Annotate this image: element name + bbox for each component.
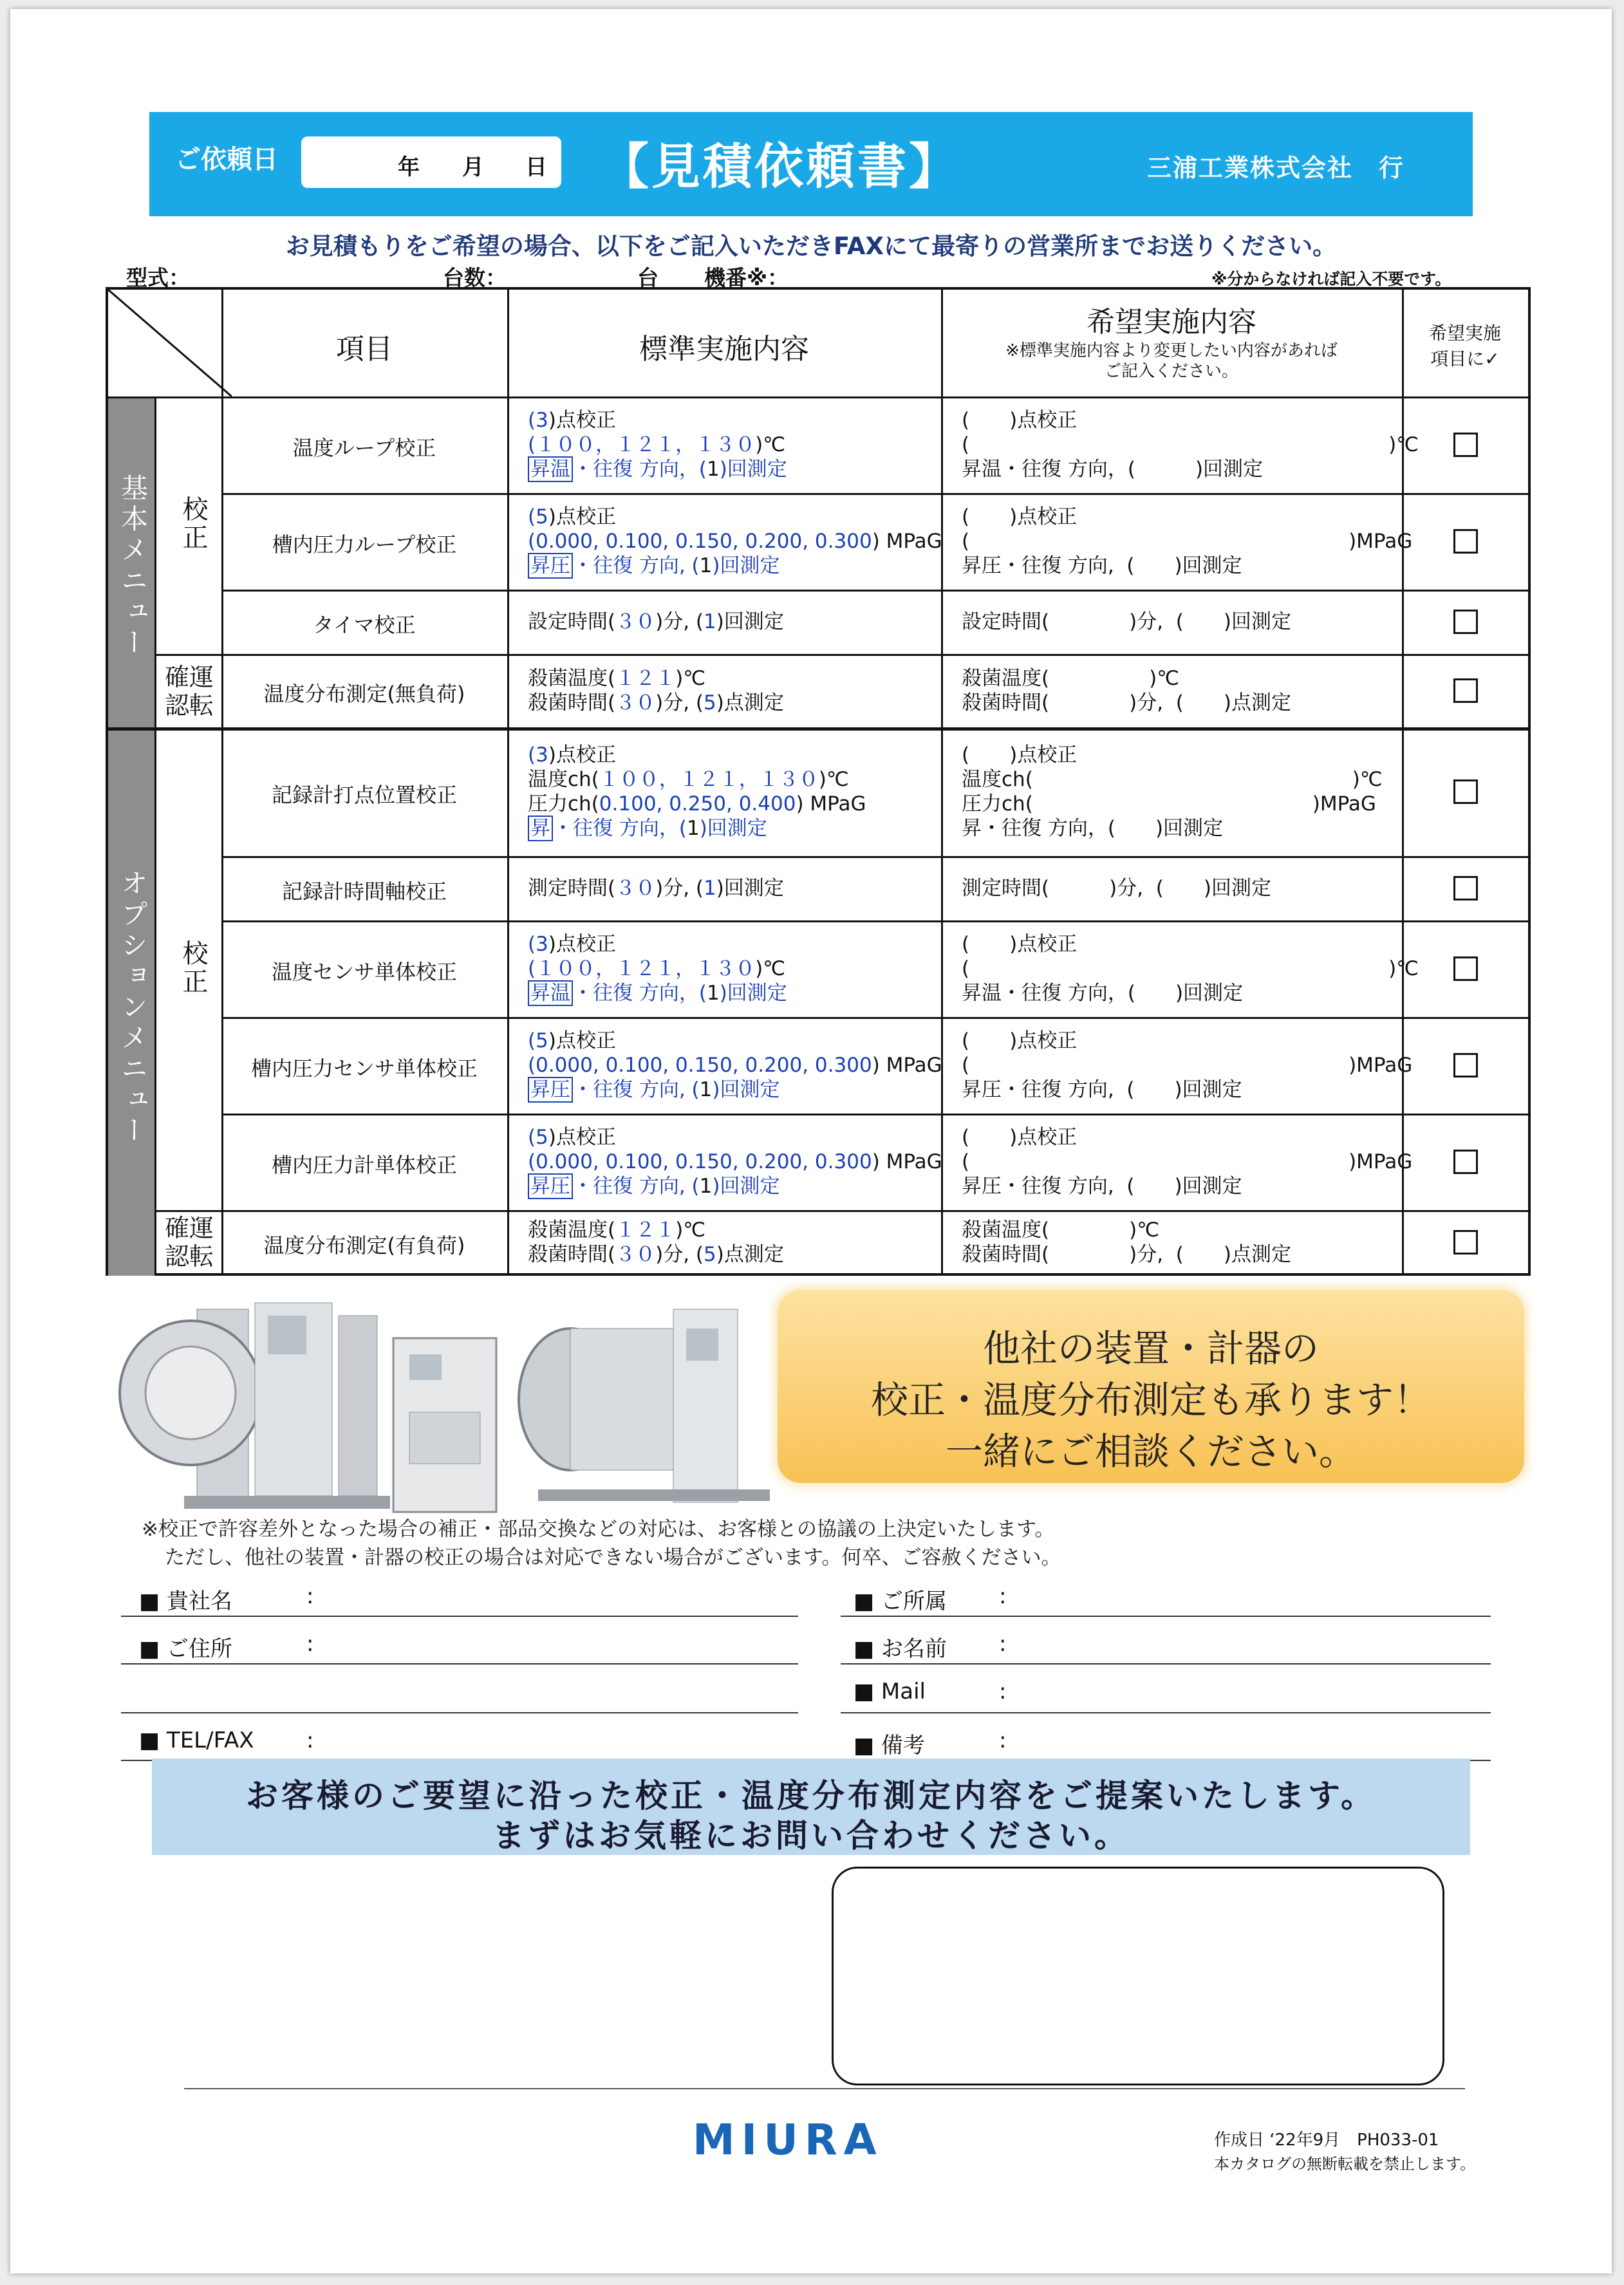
promo-line-2: 校正・温度分布測定も承ります！ [870,1378,1431,1422]
standard-content-line: (3)点校正 [528,409,616,432]
standard-content-line: 昇 ・往復 方向，(1)回測定 [528,816,767,841]
department-label: ■ ご所属 [854,1589,947,1614]
desired-content-line[interactable]: ( )点校正 [962,505,1078,528]
copyright-note: 本カタログの無断転載を禁止します。 [1214,2155,1476,2173]
basic-menu-label: 基本メニュー [117,474,149,659]
note-1: ※校正で許容差外となった場合の補正・部品交換などの対応は、お客様との協議の上決定いたします。 [142,1518,1055,1541]
footer-rule [184,2088,1465,2089]
desired-content-line[interactable]: ( )MPaG [962,530,1413,553]
name-field[interactable] [841,1663,1491,1665]
standard-content-line: (5)点校正 [528,505,616,528]
row-item: 槽内圧力センサ単体校正 [250,1056,478,1081]
year-label: 年 [398,154,420,180]
header-desired: 希望実施内容 [1087,306,1256,339]
desired-content-line[interactable]: ( )点校正 [962,743,1078,767]
banner-line-1: お客様のご要望に沿った校正・温度分布測定内容をご提案いたします。 [246,1777,1376,1814]
calibration-table [106,287,1531,1276]
request-date-label: ご依頼日 [175,145,278,174]
standard-content-line: (5)点校正 [528,1126,616,1149]
desired-content-line[interactable]: ( )点校正 [962,1029,1078,1052]
created-date: 作成日 ‘22年9月 PH033-01 [1214,2131,1439,2150]
divider [507,290,509,1273]
standard-content-line: 昇圧 ・往復 方向, (1)回測定 [528,1077,780,1102]
request-checkbox[interactable] [1453,678,1478,703]
option-menu-label: オプションメニュー [117,869,149,1147]
promo-box [778,1290,1524,1483]
header-desired-note2: ご記入ください。 [1104,362,1238,381]
row-item: 槽内圧力計単体校正 [271,1153,457,1177]
desired-content-line[interactable]: ( )℃ [962,433,1419,456]
mail-field[interactable] [841,1712,1491,1713]
address-field-2[interactable] [121,1712,798,1713]
calib-label-option: 校正 [178,940,208,996]
row-item: 記録計打点位置校正 [271,783,457,807]
desired-content-line[interactable]: ( )点校正 [962,1126,1078,1149]
form-title: 【見積依頼書】 [600,138,960,195]
request-checkbox[interactable] [1453,529,1478,554]
standard-content-line: 昇温 ・往復 方向，(1)回測定 [528,981,787,1005]
serial-label: 機番※： [704,265,789,290]
mail-label: ■ Mail [854,1679,926,1704]
standard-content-line: 圧力ch(0.100, 0.250, 0.400) MPaG [528,792,866,816]
standard-content-line: (１００，１２１，１３０)℃ [528,433,786,456]
desired-content-line[interactable]: 昇・往復 方向，( )回測定 [962,817,1224,840]
desired-content-line[interactable]: 昇圧・往復 方向, ( )回測定 [962,1078,1242,1101]
desired-content-line[interactable]: 昇圧・往復 方向, ( )回測定 [962,554,1242,577]
miura-logo: MIURA [693,2115,883,2165]
header-item: 項目 [336,333,393,366]
request-checkbox[interactable] [1453,779,1478,804]
operation-check-label-1: 確運 認転 [164,663,214,720]
count-label: 台数： [443,265,507,290]
standard-content-line: 昇圧 ・往復 方向, (1)回測定 [528,1174,780,1198]
standard-content-line: 測定時間(３０)分, (1)回測定 [528,877,784,900]
request-checkbox[interactable] [1453,956,1478,981]
header-check: 希望実施 [1428,322,1501,344]
company-field[interactable] [121,1616,798,1617]
banner-line-2: まずはお気軽にお問い合わせください。 [492,1817,1130,1854]
standard-content-line: 温度ch(１００，１２１，１３０)℃ [528,768,849,791]
desired-content-line[interactable]: ( )点校正 [962,933,1078,956]
standard-content-line: (１００，１２１，１３０)℃ [528,957,786,980]
standard-content-line: 昇圧 ・往復 方向, (1)回測定 [528,554,780,578]
request-checkbox[interactable] [1453,610,1478,634]
telfax-label: ■ TEL/FAX [139,1728,254,1753]
divider [154,396,156,1273]
standard-content-line: (3)点校正 [528,933,616,956]
desired-content-line[interactable]: 殺菌温度( )℃ [962,667,1180,690]
standard-content-line: (0.000, 0.100, 0.150, 0.200, 0.300) MPaG [528,1150,942,1173]
operation-check-label-2: 確運 認転 [164,1214,214,1271]
row-item: 温度センサ単体校正 [271,960,457,984]
desired-content-line[interactable]: 殺菌時間( )分, ( )点測定 [962,691,1291,714]
calib-label-basic: 校正 [178,496,208,552]
standard-content-line: (3)点校正 [528,743,616,767]
standard-content-line: 殺菌温度(１２１)℃ [528,667,706,690]
standard-content-line: 昇温 ・往復 方向，(1)回測定 [528,457,787,481]
company-label: ■ 貴社名 [139,1589,232,1614]
desired-content-line[interactable]: 圧力ch( )MPaG [962,792,1376,816]
department-field[interactable] [841,1616,1491,1617]
standard-content-line: (0.000, 0.100, 0.150, 0.200, 0.300) MPaG [528,530,942,553]
address-field[interactable] [121,1663,798,1665]
desired-content-line[interactable]: ( )点校正 [962,409,1078,432]
sales-office-stamp-box [832,1867,1444,2085]
standard-content-line: 殺菌時間(３０)分, (5)点測定 [528,691,784,714]
row-item: 温度分布測定(無負荷) [263,682,465,706]
retort-machine-photo-1 [107,1290,390,1519]
bottom-banner [152,1758,1470,1855]
retort-machine-photo-2 [390,1335,499,1515]
desired-content-line[interactable]: 温度ch( )℃ [962,768,1383,791]
header-desired-note: ※標準実施内容より変更したい内容があれば [1005,341,1338,360]
desired-content-line[interactable]: 殺菌時間( )分, ( )点測定 [962,1243,1291,1266]
request-date-field[interactable] [301,136,561,188]
request-checkbox[interactable] [1453,1150,1478,1174]
desired-content-line[interactable]: ( )℃ [962,957,1419,980]
page: ご依頼日 年 月 日 【見積依頼書】 三浦工業株式会社 行 お見積もりをご希望の場合、以下をご記入いただきFAXにて最寄りの営業所までお送りください。 型式： 台数： 台 機番※： ※分からなければ記入不要です。 基本メニュー オプションメニュー 項目 標準実施内容 希望実施内容 ※標準実施内容より変更したい内容があれば ご記入ください。 希望実施 項目に✓ 校正 校正 確運 認転 確運 認転 温度ループ校正 (3)点校正 (１００，１２１，１３０)℃ 昇温 ・往復 方向，(1)回測定 ( )点校正 ( )℃ 昇温・往復 方向，( )回測定 槽内圧力ループ校正 (5)点校正 (0.000, 0.100, 0.150, 0.200, 0.300) MPaG 昇圧 ・往復 方向, (1)回測定 ( )点校正 ( )MPaG 昇圧・往復 方向, ( )回測定 タイマ校正 設定時間(３０)分, (1)回測定 設定時間( )分, ( )回測定 温度分布測定(無負荷) 殺菌温度(１２１)℃ 殺菌時間(３０)分, (5)点測定 殺菌温度( )℃ 殺菌時間( )分, ( )点測定 記録計打点位置校正 (3)点校正 温度ch(１００，１２１，１３０)℃ 圧力ch(0.100, 0.250, 0.400) MPaG 昇 ・往復 方向，(1)回測定 ( )点校正 温度ch( )℃ 圧力ch( )MPaG 昇・往復 方向，( )回測定 記録計時間軸校正 測定時間(３０)分, (1)回測定 測定時間( )分, ( )回測定 温度センサ単体校正 (3)点校正 (１００，１２１，１３０)℃ 昇温 ・往復 方向，(1)回測定 ( )点校正 ( )℃ 昇温・往復 方向，( )回測定 槽内圧力センサ単体校正 (5)点校正 (0.000, 0.100, 0.150, 0.200, 0.300) MPaG 昇圧 ・往復 方向, (1)回測定 ( )点校正 ( )MPaG 昇圧・往復 方向, ( )回測定 槽内圧力計単体校正 (5)点校正 (0.000, 0.100, 0.150, 0.200, 0.300) MPaG 昇圧 ・往復 方向, (1)回測定 ( )点校正 ( )MPaG 昇圧・往復 方向, ( )回測定 温度分布測定(有負荷) 殺菌温度(１２１)℃ 殺菌時間(３０)分, (5)点測定 殺菌温度( )℃ 殺菌時間( )分, ( )点測定 他社の装置・計器の 校正・温度分布測定も承ります！ 一緒にご相談ください。 ※校正で許容差外となった場合の補正・部品交換などの対応は、お客様との協議の上決定いたします。 ただし、他社の装置・計器の校正の場合は対応できない場合がございます。何卒、ご容赦ください。 ■ 貴社名 : ■ ご住所 : ■ TEL/FAX : ■ ご所属 : ■ お名前 : ■ Mail : ■ 備考 : お客様のご要望に沿った校正・温度分布測定内容をご提案いたします。 まずはお気軽にお問い合わせください。 MIURA 作成日 ‘22年9月 PH033-01 本カタログの無断転載を禁止します。 [10,9,1612,2273]
retort-machine-photo-3 [512,1303,776,1515]
desired-content-line[interactable]: ( )MPaG [962,1150,1413,1173]
standard-content-line: (0.000, 0.100, 0.150, 0.200, 0.300) MPaG [528,1054,942,1077]
row-item: タイマ校正 [313,613,416,637]
request-checkbox[interactable] [1453,433,1478,457]
desired-content-line[interactable]: 設定時間( )分, ( )回測定 [962,610,1291,633]
desired-content-line[interactable]: ( )MPaG [962,1054,1413,1077]
address-label: ■ ご住所 [139,1636,232,1662]
promo-line-3: 一緒にご相談ください。 [945,1430,1356,1473]
recipient: 三浦工業株式会社 行 [1147,154,1405,182]
month-label: 月 [462,154,484,180]
standard-content-line: 設定時間(３０)分, (1)回測定 [528,610,784,633]
note-2: ただし、他社の装置・計器の校正の場合は対応できない場合がございます。何卒、ご容赦ください。 [165,1546,1061,1569]
day-label: 日 [525,154,547,180]
row-item: 温度分布測定(有負荷) [263,1233,465,1258]
name-label: ■ お名前 [854,1636,947,1662]
desired-content-line[interactable]: 昇温・往復 方向，( )回測定 [962,982,1244,1005]
model-label: 型式： [126,265,190,290]
instruction-text: お見積もりをご希望の場合、以下をご記入いただきFAXにて最寄りの営業所までお送りください。 [285,232,1337,260]
row-item: 槽内圧力ループ校正 [272,532,457,557]
header-standard: 標準実施内容 [639,333,809,366]
standard-content-line: (5)点校正 [528,1029,616,1052]
header-diagonal [108,290,232,396]
row-item: 記録計時間軸校正 [281,879,447,904]
desired-content-line[interactable]: 昇温・往復 方向，( )回測定 [962,458,1264,481]
desired-content-line[interactable]: 昇圧・往復 方向, ( )回測定 [962,1175,1242,1198]
header-bar [149,112,1473,216]
promo-line-1: 他社の装置・計器の [982,1327,1319,1370]
request-checkbox[interactable] [1453,1230,1478,1254]
remarks-label: ■ 備考 [854,1733,925,1758]
divider [941,290,943,1273]
header-check2: 項目に✓ [1430,348,1500,369]
standard-content-line: 殺菌温度(１２１)℃ [528,1218,706,1242]
row-item: 温度ループ校正 [292,436,436,460]
desired-content-line[interactable]: 殺菌温度( )℃ [962,1218,1160,1242]
request-checkbox[interactable] [1453,876,1478,900]
desired-content-line[interactable]: 測定時間( )分, ( )回測定 [962,877,1271,900]
request-checkbox[interactable] [1453,1053,1478,1077]
count-unit: 台 [637,265,658,290]
serial-note: ※分からなければ記入不要です。 [1211,270,1451,288]
standard-content-line: 殺菌時間(３０)分, (5)点測定 [528,1243,784,1266]
